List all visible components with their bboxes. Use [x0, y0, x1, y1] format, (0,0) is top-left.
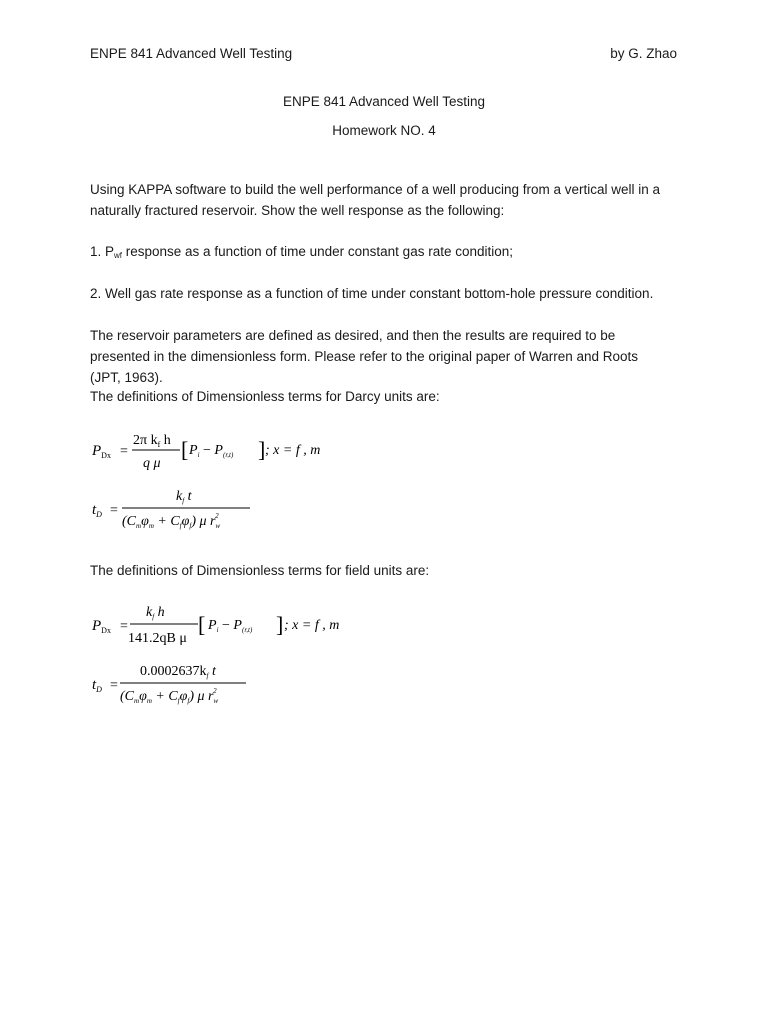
document-title: ENPE 841 Advanced Well Testing [282, 94, 486, 109]
field-time-equation [90, 660, 290, 710]
eq-numerator-tail: t [184, 489, 192, 504]
svg-text:PDx [91, 618, 111, 635]
header-course-title: ENPE 841 Advanced Well Testing [90, 46, 293, 61]
eq-pi-sub: i [216, 626, 219, 634]
eq-pi: P [189, 443, 198, 458]
left-bracket: [ [181, 437, 189, 462]
eq-den-phi2-sub: f [189, 522, 192, 530]
eq-denominator: q μ [143, 456, 161, 471]
eq-tail: ; x = f , m [284, 618, 340, 633]
eq-den-cf-sub: f [177, 697, 180, 705]
field-units-heading: The definitions of Dimensionless terms for field units are: [90, 563, 430, 578]
list-item-1-subscript: wf [114, 251, 123, 260]
eq-numerator: k [176, 489, 183, 504]
eq-den-phi-sub: m [146, 697, 152, 705]
eq-den-c-sub: m [136, 522, 142, 530]
eq-den-r-sup: 2 [215, 512, 219, 520]
right-bracket: ] [276, 612, 284, 637]
parameters-paragraph: The reservoir parameters are defined as desired, and then the results are required to be presented in the dimensionless form. Please refer to the original paper of Warren and Roots (JPT, 1963). [90, 328, 639, 385]
eq-numerator-tail: t [208, 664, 216, 679]
eq-lhs: P [92, 618, 102, 634]
field-pressure-equation [90, 602, 350, 650]
eq-den-plus: + C [151, 689, 178, 704]
eq-numerator-sub: f [182, 497, 185, 505]
eq-denominator: 141.2qB μ [128, 631, 187, 646]
svg-text:0.0002637kf t [140, 664, 217, 680]
eq-pi-sub: i [197, 451, 200, 459]
eq-pr-sub: (r,t) [222, 451, 234, 459]
svg-text:tD [92, 677, 102, 694]
eq-numerator-sub: f [206, 672, 209, 680]
eq-numerator: k [146, 605, 153, 620]
list-item-1 [90, 241, 670, 266]
svg-text:=: = [110, 678, 118, 693]
left-bracket: [ [198, 612, 206, 637]
svg-text:kf h [146, 605, 165, 621]
list-item-2: 2. Well gas rate response as a function of time under constant bottom-hole pressure condition. [90, 286, 654, 301]
eq-den-phi2-sub: f [187, 697, 190, 705]
eq-den-cf-sub: f [179, 522, 182, 530]
eq-den-r-sub: w [215, 522, 221, 530]
eq-den-r-sub: w [213, 697, 219, 705]
svg-text:kf t [176, 489, 193, 505]
homework-number: Homework NO. 4 [332, 123, 436, 138]
eq-lhs: t [92, 677, 97, 693]
eq-numerator-sub: f [157, 440, 161, 449]
intro-paragraph: Using KAPPA software to build the well performance of a well producing from a vertical well in a naturally fractured reservoir. Show the well response as the following: [90, 182, 661, 218]
eq-den-phi-sub: m [148, 522, 154, 530]
eq-den-tail: ) μ r [189, 689, 214, 704]
svg-text:=: = [120, 444, 128, 459]
eq-pr-sub: (r,t) [241, 626, 253, 634]
svg-text:(Cmφm + Cfφf) μ rw2 [122, 512, 220, 530]
svg-text:=: = [120, 619, 128, 634]
eq-den-c: (C [122, 514, 136, 529]
eq-den-c-sub: m [134, 697, 140, 705]
eq-pr: P [233, 618, 242, 633]
eq-pi: P [208, 618, 217, 633]
eq-numerator-tail: h [160, 433, 171, 448]
darcy-units-heading: The definitions of Dimensionless terms for Darcy units are: [90, 389, 440, 404]
darcy-time-equation [90, 486, 290, 534]
darcy-pressure-equation [90, 428, 350, 476]
eq-den-phi2: φ [181, 514, 190, 529]
svg-text:2π kf h [133, 433, 171, 449]
eq-lhs: t [92, 502, 97, 518]
eq-numerator-sub: f [152, 613, 155, 621]
svg-text:Pi − P(r,t): $P_i - P_{(r,t)}$ [208, 618, 253, 634]
eq-tail: ; x = f , m [265, 443, 321, 458]
eq-den-plus: + C [153, 514, 180, 529]
svg-text:PDx [91, 443, 111, 460]
eq-den-r-sup: 2 [213, 687, 217, 695]
eq-numerator: 2π k [133, 433, 158, 448]
eq-lhs-sub: D [96, 510, 102, 519]
right-bracket: ] [258, 437, 266, 462]
svg-text:Pi − P(r,t): $P_i - P_{(r,t)}$ [189, 443, 234, 459]
eq-numerator: 0.0002637k [140, 664, 207, 679]
eq-den-phi: φ [139, 689, 147, 704]
eq-den-c: (C [120, 689, 134, 704]
eq-den-tail: ) μ r [191, 514, 216, 529]
list-item-1-text: response as a function of time under constant gas rate condition; [122, 244, 514, 259]
eq-lhs: P [92, 443, 102, 459]
list-item-1-prefix: 1. P [90, 244, 115, 259]
header-author: by G. Zhao [610, 46, 677, 61]
eq-lhs-sub: Dx [101, 451, 111, 460]
eq-lhs-sub: Dx [101, 626, 111, 635]
eq-pr: P [214, 443, 223, 458]
svg-text:(Cmφm + Cfφf) μ rw2 [120, 687, 218, 705]
eq-den-phi2: φ [179, 689, 188, 704]
eq-den-phi: φ [141, 514, 149, 529]
eq-lhs-sub: D [96, 685, 102, 694]
svg-text:=: = [110, 503, 118, 518]
svg-text:tD [92, 502, 102, 519]
eq-numerator-tail: h [154, 605, 165, 620]
